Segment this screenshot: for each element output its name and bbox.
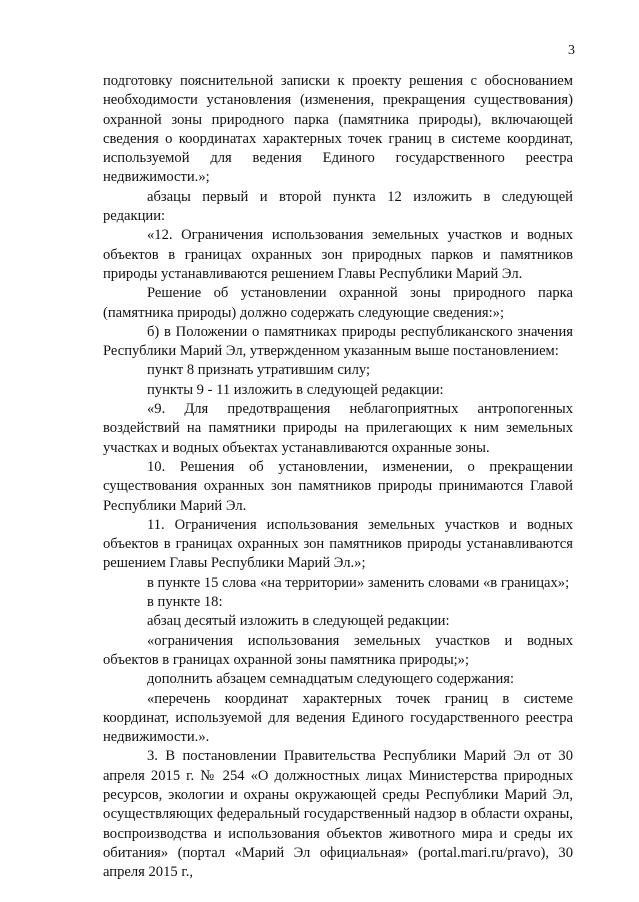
paragraph-quoted-decision: Решение об установлении охранной зоны природного парка (памятника природы) должно содержать следующие сведения:»;	[103, 285, 573, 321]
paragraph-quoted-item-11: 11. Ограничения использования земельных участков и водных объектов в границах охранных зон памятников природы устанавливаются решением Главы Республики Марий Эл.»;	[103, 516, 573, 572]
page-number: 3	[568, 43, 575, 58]
paragraph-quoted-item-9: «9. Для предотвращения неблагоприятных антропогенных воздействий на памятники природы на прилегающих к ним земельных участках и водных объектах устанавливаются охранные зоны.	[103, 401, 573, 456]
paragraph-section-3: 3. В постановлении Правительства Республики Марий Эл от 30 апреля 2015 г. № 254 «О должностных лицах Министерства природных ресурсов, экологии и охраны окружающей среды Республики Марий Эл, осуществляющих федеральный государственный надзор в области охраны, воспроизводства и использования объектов животного мира и среды их обитания» (портал «Марий Эл официальная» (portal.mari.ru/pravo), 30 апреля 2015 г.,	[103, 748, 573, 881]
paragraph-item-15: в пункте 15 слова «на территории» заменить словами «в границах»;	[147, 574, 570, 591]
paragraph-instruction: абзацы первый и второй пункта 12 изложить в следующей редакции:	[103, 188, 573, 225]
document-body	[103, 72, 573, 882]
paragraph-quoted-coordinates: «перечень координат характерных точек границ в системе координат, используемой для ведения Единого государственного реестра недвижимости.».	[103, 690, 573, 746]
paragraph-items-9-11: пункты 9 - 11 изложить в следующей редакции:	[147, 381, 444, 398]
paragraph-quoted-restrictions: «ограничения использования земельных участков и водных объектов в границах охранной зоны памятника природы;»;	[103, 632, 573, 668]
paragraph-item-8: пункт 8 признать утратившим силу;	[147, 362, 371, 379]
paragraph-continuation: подготовку пояснительной записки к проекту решения с обоснованием необходимости установления (изменения, прекращения существования) охранной зоны природного парка (памятника природы), включающей сведения о координатах характерных точек границ в системе координат, используемой для ведения Единого государственного реестра недвижимости.»;	[103, 73, 573, 186]
paragraph-quoted-item-10: 10. Решения об установлении, изменении, о прекращении существования охранных зон памятников природы принимаются Главой Республики Марий Эл.	[103, 458, 573, 514]
paragraph-item-18: в пункте 18:	[147, 594, 223, 611]
paragraph-abzac-17: дополнить абзацем семнадцатым следующего содержания:	[147, 671, 515, 688]
paragraph-abzac-10: абзац десятый изложить в следующей редакции:	[147, 613, 450, 630]
paragraph-quoted-item-12: «12. Ограничения использования земельных участков и водных объектов в границах охранных зон природных парков и памятников природы устанавливаются решением Главы Республики Марий Эл.	[103, 227, 573, 282]
paragraph-subitem-b: б) в Положении о памятниках природы республиканского значения Республики Марий Эл, утвержденном указанным выше постановлением:	[103, 323, 573, 360]
